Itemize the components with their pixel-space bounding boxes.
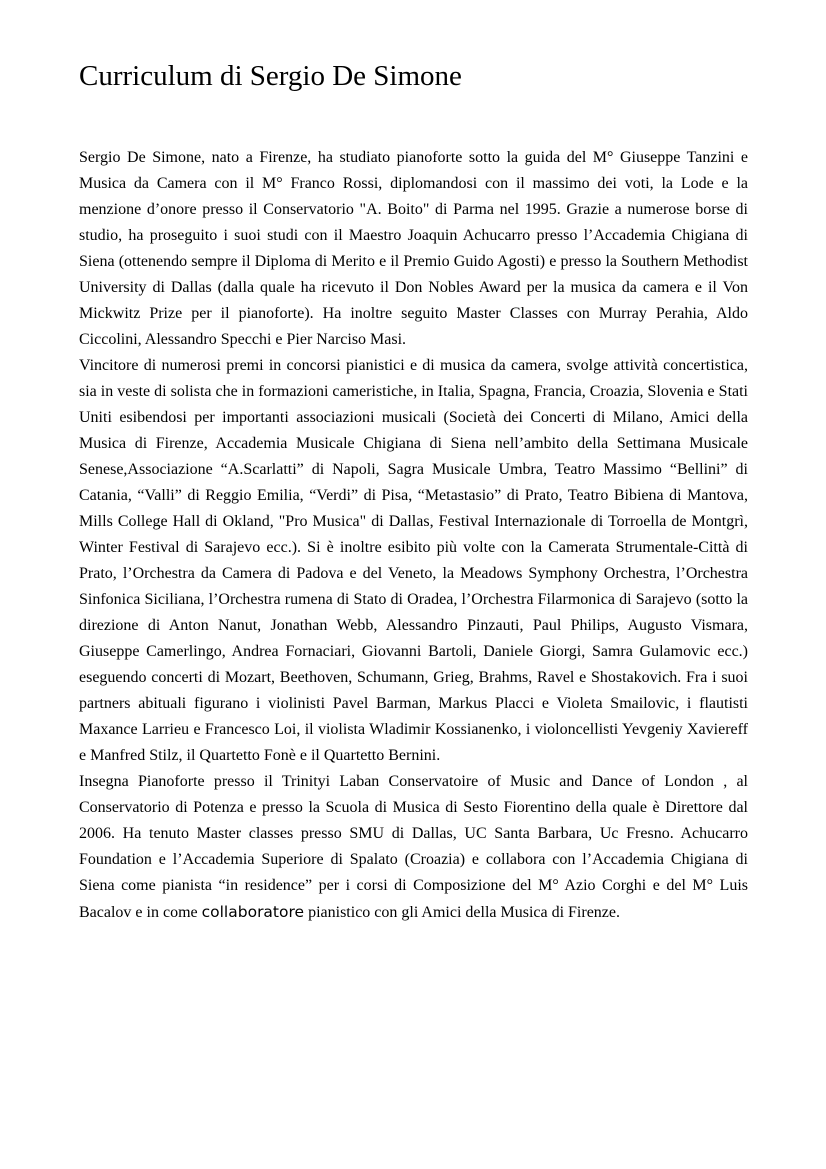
paragraph-education: Sergio De Simone, nato a Firenze, ha studiato pianoforte sotto la guida del M° Giuseppe Tanzini e Musica da Camera con il M° Franco Rossi, diplomandosi con il massimo dei voti, la Lode e la menzione d’onore presso il Conservatorio "A. Boito" di Parma nel 1995. Grazie a numerose borse di studio, ha proseguito i suoi studi con il Maestro Joaquin Achucarro presso l’Accademia Chigiana di Siena (ottenendo sempre il Diploma di Merito e il Premio Guido Agosti) e presso la Southern Methodist University di Dallas (dalla quale ha ricevuto il Don Nobles Award per la musica da camera e il Von Mickwitz Prize per il pianoforte). Ha inoltre seguito Master Classes con Murray Perahia, Aldo Ciccolini, Alessandro Specchi e Pier Narciso Masi. (79, 149, 748, 348)
paragraph-teaching-part-2: collaboratore (201, 903, 305, 921)
document-title: Curriculum di Sergio De Simone (79, 60, 462, 92)
paragraph-career: Vincitore di numerosi premi in concorsi pianistici e di musica da camera, svolge attività concertistica, sia in veste di solista che in formazioni cameristiche, in Italia, Spagna, Francia, Croazia, Slovenia e Stati Uniti esibendosi per importanti associazioni musicali (Società dei Concerti di Milano, Amici della Musica di Firenze, Accademia Musicale Chigiana di Siena nell’ambito della Settimana Musicale Senese,Associazione “A.Scarlatti” di Napoli, Sagra Musicale Umbra, Teatro Massimo “Bellini” di Catania, “Valli” di Reggio Emilia, “Verdi” di Pisa, “Metastasio” di Prato, Teatro Bibiena di Mantova, Mills College Hall di Okland, "Pro Musica" di Dallas, Festival Internazionale di Torroella de Montgrì, Winter Festival di Sarajevo ecc.). Si è inoltre esibito più volte con la Camerata Strumentale-Città di Prato, l’Orchestra da Camera di Padova e del Veneto, la Meadows Symphony Orchestra, l’Orchestra Sinfonica Siciliana, l’Orchestra rumena di Stato di Oradea, l’Orchestra Filarmonica di Sarajevo (sotto la direzione di Anton Nanut, Jonathan Webb, Alessandro Pinzauti, Paul Philips, Augusto Vismara, Giuseppe Camerlingo, Andrea Fornaciari, Giovanni Bartoli, Daniele Giorgi, Samra Gulamovic ecc.) eseguendo concerti di Mozart, Beethoven, Schumann, Grieg, Brahms, Ravel e Shostakovich. Fra i suoi partners abituali figurano i violinisti Pavel Barman, Markus Placci e Violeta Smailovic, i flautisti Maxance Larrieu e Francesco Loi, il violista Wladimir Kossianenko, i violoncellisti Yevgeniy Xaviereff e Manfred Stilz, il Quartetto Fonè e il Quartetto Bernini. (79, 357, 748, 764)
paragraph-teaching (79, 769, 748, 926)
paragraph-teaching-part-3: pianistico con gli Amici della Musica di Firenze. (304, 904, 621, 921)
document-body (79, 145, 748, 926)
paragraph-teaching-part-1: Insegna Pianoforte presso il Trinityi Laban Conservatoire of Music and Dance of London , al Conservatorio di Potenza e presso la Scuola di Musica di Sesto Fiorentino della quale è Direttore dal 2006. Ha tenuto Master classes presso SMU di Dallas, UC Santa Barbara, Uc Fresno. Achucarro Foundation e l’Accademia Superiore di Spalato (Croazia) e collabora con l’Accademia Chigiana di Siena come pianista “in residence” per i corsi di Composizione del M° Azio Corghi e del M° Luis Bacalov e in come (79, 773, 748, 921)
